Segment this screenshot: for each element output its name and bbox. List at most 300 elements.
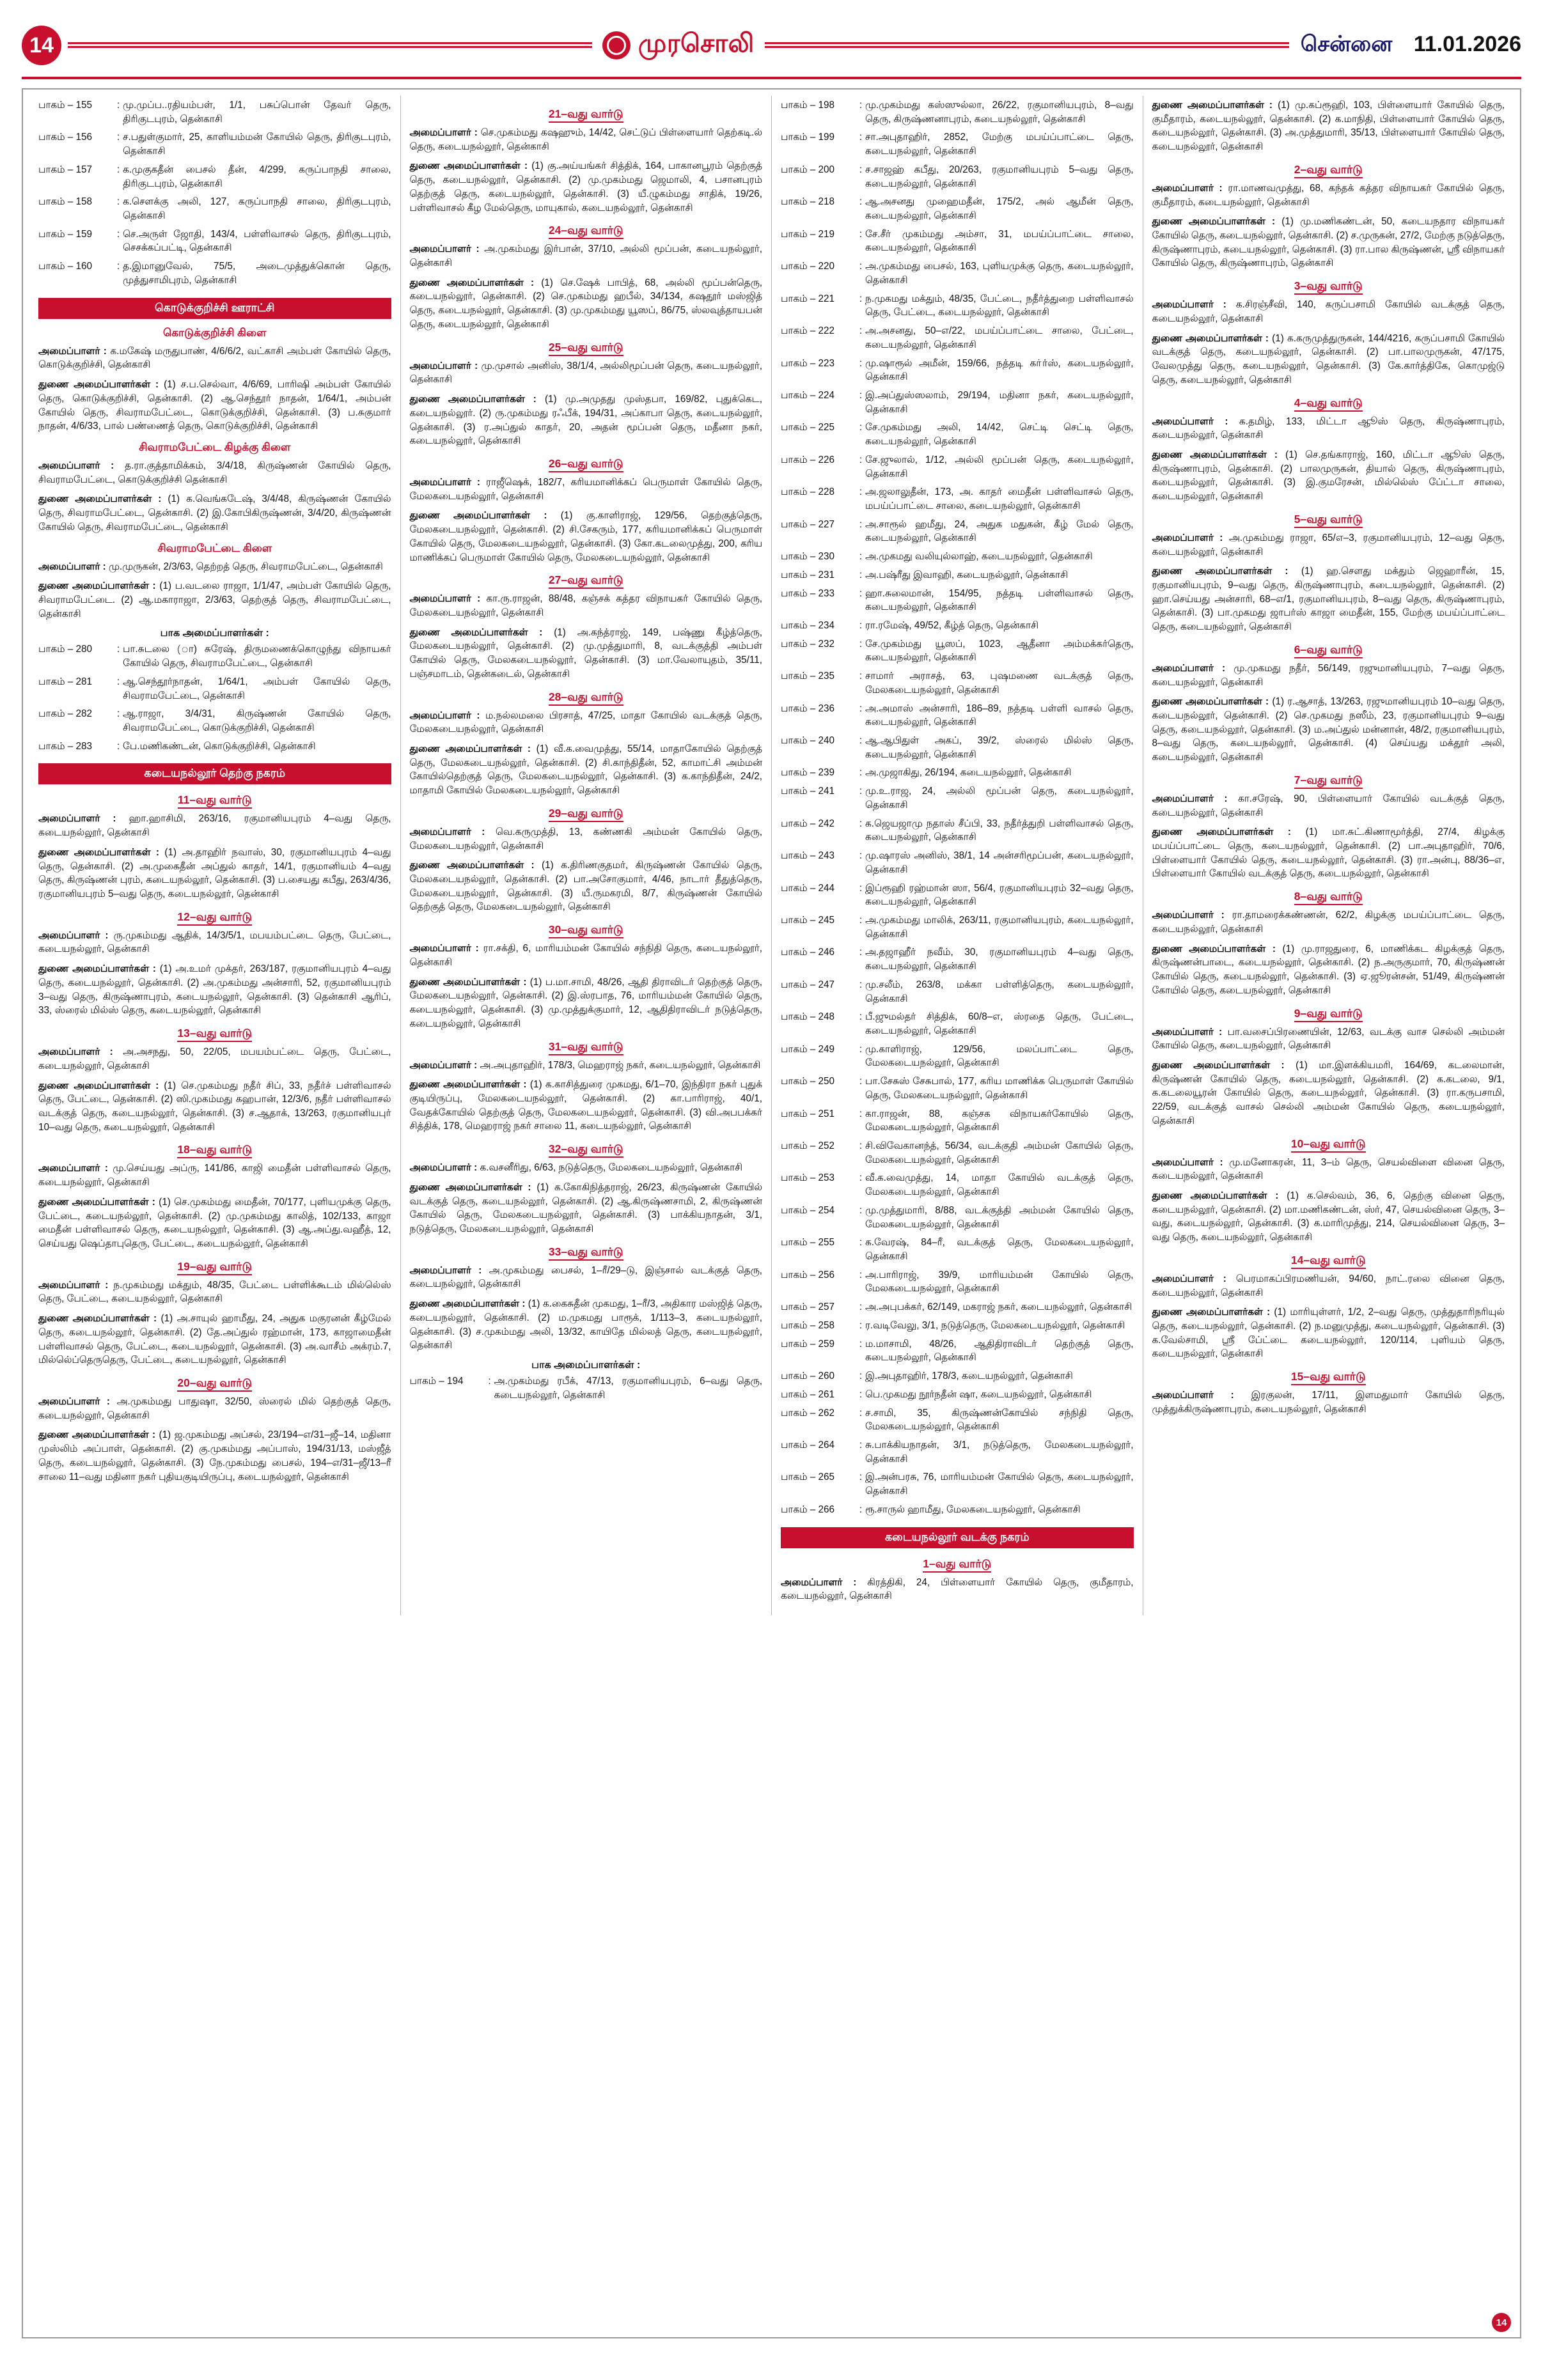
organiser-paragraph: துணை அமைப்பாளர்கள் : (1) க.கைசுதீன் முகமது, 1–ரீ/3, அதிகார மஸ்ஜித் தெரு, கடையநல்லூர், தென்காசி. (2) ம.முகமது பாரூக், 1/113–3, கடையநல்லூர், தென்காசி. (3) ச.முகம்மது அலி, 13/32, காயிதே மில்லத் தெரு, கடையநல்லூர், தென்காசி xyxy=(409,1298,762,1351)
part-colon: : xyxy=(859,587,863,599)
organiser-paragraph: துணை அமைப்பாளர்கள் : (1) க.காசித்துரை முகமது, 6/1–70, இந்திரா நகர் புதுக் குடியிருப்பு, மேலகடையநல்லூர், தென்காசி. (2) கா.பாரிராஜ், 40/1, வேதக்கோயில் தெற்குத் தெரு, மேலகடையநல்லூர், தென்காசி. (3) வி.அபபக்கர் சித்திக், 178, மெஹராஜ் நகர் சாலை 11, கடையநல்லூர், தென்காசி xyxy=(409,1079,762,1132)
branch-heading: கொடுக்குறிச்சி கிளை xyxy=(163,326,267,339)
organiser-paragraph: அமைப்பாளர் : ராஜீஷெக், 182/7, கரியமானிக்கப் பெருமாள் கோயில் தெரு, மேலகடையநல்லூர், தென்காசி xyxy=(409,476,762,502)
part-value: க.ஜெயஜாமு நதாஸ் சீப்பி, 33, நதீர்த்துறி பள்ளிவாசல் தெரு, கடையநல்லூர், தென்காசி xyxy=(865,818,1134,843)
part-label: பாகம் – 225 xyxy=(781,422,834,433)
organiser-paragraph: துணை அமைப்பாளர்கள் : (1) ப.மா.சாமி, 48/26, ஆதி திராவிடர் தெற்குத் தெரு, மேலகடையநல்லூர், தென்காசி. (2) இ.ஸ்ரபாத, 76, மாரியம்மன் கோயில் தெரு, கடையநல்லூர், தென்காசி. (3) மு.முத்துக்குமார், 12, ஆதிதிராவிடர் நடுத்தெரு, கடையநல்லூர், தென்காசி xyxy=(409,976,762,1029)
organiser-paragraph: துணை அமைப்பாளர்கள் : (1) செ.முகம்மது நதீர் சிப், 33, நதீர்ச் பள்ளிவாசல் தெரு, பேட்டை, தென்காசி. (2) ஸி.முகம்மது கஹபான், 12/3/6, நதீர் பள்ளிவாசல் வடக்குத் தெரு, கடையநல்லூர், தென்காசி. (3) ச.ஆதாக், 13/263, ரகுமானியபுர் 10–வது தெரு, கடையநல்லூர், தென்காசி xyxy=(38,1080,391,1133)
organiser-paragraph: துணை அமைப்பாளர்கள் : (1) மு.ராஜதுரை, 6, மாணிக்கட கிழக்குத் தெரு, கிருஷ்ணன்பாடை, கடையநல்லூர், தென்காசி. (2) ந.அருகுமார், 70, கிருஷ்ணன் கோயில் தெரு, கடையநல்லூர், தென்காசி. (3) ஏ.ஜூரன்சன், 51/49, கிருஷ்ணன் கோயில் தெரு, கடையநல்லூர், தென்காசி xyxy=(1152,943,1505,996)
text-column xyxy=(29,96,401,1615)
organiser-paragraph: அமைப்பாளர் : கா.ரு.ராஜன், 88/48, கஞ்சக் கத்தர விநாயகர் கோயில் தெரு, மேலகடையநல்லூர், தென்காசி xyxy=(409,593,762,618)
part-entry xyxy=(410,1374,763,1402)
part-colon: : xyxy=(859,671,863,682)
part-value: அ.சாரூல் ஹமீது, 24, அதுக மதுகன், கீழ் மேல் தெரு, கடையநல்லூர், தென்காசி xyxy=(865,518,1134,544)
ward-heading-label: 9–வது வார்டு xyxy=(1294,1007,1363,1022)
group-label: பாக அமைப்பாளர்கள் : xyxy=(531,1360,641,1371)
organiser-paragraph: அமைப்பாளர் : வெ.கருமுத்தி, 13, கண்ணகி அம்மன் கோயில் தெரு, மேலகடையநல்லூர், தென்காசி xyxy=(409,826,762,852)
organiser-paragraph: அமைப்பாளர் : க.வசனீரிது, 6/63, நடுத்தெரு, மேலகடையநல்லூர், தென்காசி xyxy=(409,1162,743,1174)
part-label: பாகம் – 235 xyxy=(781,671,834,682)
part-entry xyxy=(781,784,1134,812)
ward-heading-label: 7–வது வார்டு xyxy=(1294,774,1363,789)
part-colon: : xyxy=(859,164,863,175)
part-entry xyxy=(781,882,1134,909)
part-label: பாகம் – 242 xyxy=(781,818,834,829)
ward-heading-label: 27–வது வார்டு xyxy=(549,573,623,589)
part-label: பாகம் – 240 xyxy=(781,735,834,747)
part-value: க.முகுகதீன் பைசல் தீன், 4/299, கருப்பாநதி சாலை, திரிகுடபுரம், தென்காசி xyxy=(123,164,391,189)
organiser-paragraph: துணை அமைப்பாளர்கள் : (1) அ.உமர் முக்தர், 263/187, ரகுமானியபுரம் 4–வது தெரு, கடையநல்லூர், தென்காசி. (2) அ.முகம்மது அன்சாரி, 52, ரகுமானியபுரம் 3–வது தெரு, கிருஷ்ணாபுரம், கடையநல்லூர், தென்காசி. (3) தென்காசி ஆரிப், 33, ஸ்ரைல் மில்ஸ் தெரு, கடையநல்லூர், தென்காசி xyxy=(38,963,391,1016)
part-label: பாகம் – 254 xyxy=(781,1204,834,1216)
part-value: பா.சேசுஸ் சேசுபால், 177, கரிய மாணிக்க பெருமாள் கோயில் தெரு, மேலகடையநல்லூர், தென்காசி xyxy=(865,1076,1134,1101)
ward-heading xyxy=(1152,513,1505,527)
part-colon: : xyxy=(116,261,120,272)
part-value: ச.சாமி, 35, கிருஷ்ணன்கோயில் சந்நிதி தெரு, மேலகடையநல்லூர், தென்காசி xyxy=(865,1407,1134,1433)
part-colon: : xyxy=(859,979,863,990)
organiser-paragraph: அமைப்பாளர் : மு.முருகன், 2/3/63, தெற்றத் தெரு, சிவராமபேட்டை, தென்காசி xyxy=(38,561,383,572)
ward-heading-label: 21–வது வார்டு xyxy=(549,107,623,123)
ward-heading-label: 14–வது வார்டு xyxy=(1291,1254,1366,1269)
part-label: பாகம் – 232 xyxy=(781,638,834,649)
part-colon: : xyxy=(859,1472,863,1483)
part-value: சே.ஜுலால், 1/12, அல்லி மூப்பன் தெரு, கடையநல்லூர், தென்காசி xyxy=(865,454,1134,479)
part-label: பாகம் – 243 xyxy=(781,850,834,862)
part-label: பாகம் – 244 xyxy=(781,882,834,894)
part-value: இ.அபுதாஹிர், 178/3, கடையநல்லூர், தென்காசி xyxy=(865,1371,1073,1382)
part-colon: : xyxy=(859,882,863,894)
part-label: பாகம் – 249 xyxy=(781,1043,834,1055)
part-value: க.வேரஷ், 84–ரீ, வடக்குத் தெரு, மேலகடையநல்லூர், தென்காசி xyxy=(865,1237,1134,1263)
part-value: பா.சுடலை (ா) சுரேஷ், திருமணைக்கொழுந்து விநாயகர் கோயில் தெரு, சிவராமபேட்டை, தென்காசி xyxy=(123,644,391,669)
part-value: சா.அபுதாஹிர், 2852, மேற்கு மபய்ப்பாட்டை தெரு, கடையநல்லூர், தென்காசி xyxy=(865,132,1134,157)
part-label: பாகம் – 246 xyxy=(781,947,834,958)
ward-heading xyxy=(1152,396,1505,411)
organiser-paragraph: அமைப்பாளர் : ரு.முகம்மது ஆதிக், 14/3/5/1, மபயம்பட்டை தெரு, பேட்டை, கடையநல்லூர், தென்காசி xyxy=(38,929,391,955)
part-label: பாகம் – 218 xyxy=(781,196,834,208)
part-colon: : xyxy=(859,1269,863,1280)
ward-heading-label: 31–வது வார்டு xyxy=(549,1040,623,1055)
part-entry xyxy=(781,1388,1134,1402)
part-label: பாகம் – 255 xyxy=(781,1237,834,1248)
part-entry xyxy=(38,675,391,703)
part-colon: : xyxy=(859,1076,863,1087)
part-colon: : xyxy=(859,735,863,747)
part-label: பாகம் – 223 xyxy=(781,357,834,369)
part-colon: : xyxy=(859,638,863,649)
ward-heading xyxy=(38,793,391,808)
organiser-paragraph: துணை அமைப்பாளர்கள் : (1) செ.தங்காராஜ், 160, மிட்டா ஆூஸ் தெரு, கிருஷ்ணாபுரம், தென்காசி. (2) பாலமுருகன், தியால் தெரு, கிருஷ்ணாபுரம், கடையநல்லூர், தென்காசி. (3) இ.குமரேசன், மில்லெ்ஸ் பே்ட்டா சாலை, கடையநல்லூர், தென்காசி xyxy=(1152,449,1505,502)
part-value: அ.முஜாகிது, 26/194, கடையநல்லூர், தென்காசி xyxy=(865,767,1072,779)
part-entry xyxy=(38,130,391,158)
part-entry xyxy=(781,1319,1134,1333)
part-label: பாகம் – 250 xyxy=(781,1076,834,1087)
ward-heading-label: 11–வது வார்டு xyxy=(178,793,252,809)
part-colon: : xyxy=(859,228,863,240)
text-column xyxy=(1143,96,1514,1615)
part-entry xyxy=(781,1369,1134,1383)
part-colon: : xyxy=(859,620,863,631)
organiser-paragraph: துணை அமைப்பாளர்கள் : (1) மு.அமுதது முஸ்தபா, 169/82, புதுக்கெட, கடையநல்லூர். (2) ரு.முகம்மது ரஃபீக், 194/31, அப்காபா தெரு, கடையநல்லூர், தென்காசி. (3) ர.அப்துல் காதர், 20, அதன் மூப்பன் தெரு, மதீனா நகர், கடையநல்லூர், தென்காசி xyxy=(409,394,762,447)
part-label: பாகம் – 256 xyxy=(781,1269,834,1280)
organiser-paragraph: அமைப்பாளர் : ந.முகம்மது மக்தும், 48/35, பேட்டை பள்ளிக்கூடம் மில்லெ்ஸ் தெரு, பேட்டை, கடையநல்லூர், தென்காசி xyxy=(38,1279,391,1305)
part-value: பீ.ஜுமல்தர் சித்திக், 60/8–எ, ஸ்ரதை தெரு, பேட்டை, கடையநல்லூர், தென்காசி xyxy=(865,1011,1134,1036)
ward-heading xyxy=(1152,774,1505,788)
part-entry xyxy=(781,637,1134,665)
part-entry xyxy=(781,324,1134,352)
part-entry xyxy=(781,669,1134,697)
ward-heading xyxy=(410,1142,763,1157)
part-entry xyxy=(781,1107,1134,1135)
organiser-paragraph: அமைப்பாளர் : க.தமிழ், 133, மிட்டா ஆூஸ் தெரு, கிருஷ்ணாபுரம், கடையநல்லூர், தென்காசி xyxy=(1152,416,1505,441)
branch-heading: சிவராமபேட்டை கிழக்கு கிளை xyxy=(139,440,291,453)
organiser-paragraph: அமைப்பாளர் : கா.சரேஷ், 90, பிள்ளையார் கோயில் வடக்குத் தெரு, கடையநல்லூர், தென்காசி xyxy=(1152,793,1505,818)
ward-heading xyxy=(1152,1137,1505,1152)
ward-heading-label: 29–வது வார்டு xyxy=(549,807,623,822)
part-entry xyxy=(781,1503,1134,1517)
part-value: அ.அமாஸ் அன்சாரி, 186–89, நத்தடி பள்ளி வாசல் தெரு, கடையநல்லூர், தென்காசி xyxy=(865,703,1134,728)
ward-heading-label: 13–வது வார்டு xyxy=(177,1027,252,1042)
part-entry xyxy=(38,707,391,735)
ward-heading xyxy=(1152,1254,1505,1268)
part-colon: : xyxy=(859,767,863,779)
part-label: பாகம் – 200 xyxy=(781,164,834,175)
organiser-paragraph: அமைப்பாளர் : பா.வசைப்பிரணையின், 12/63, வடக்கு வாச செல்லி அம்மன் கோயில் தெரு, கடையநல்லூர், தென்காசி xyxy=(1152,1026,1505,1052)
masthead xyxy=(22,18,1521,79)
part-value: ஆ.அசனது முஹைமதீன், 175/2, அல் ஆமீன் தெரு, கடையநல்லூர், தென்காசி xyxy=(865,196,1134,222)
part-value: ஆ.செந்தூர்நாதன், 1/64/1, அம்பள் கோயில் தெரு, சிவராமபேட்டை, தென்காசி xyxy=(123,676,391,701)
part-entry xyxy=(38,195,391,222)
part-value: சே.முகம்மது யூஸப், 1023, ஆதீனா அம்மக்கர்தெரு, கடையநல்லூர், தென்காசி xyxy=(865,638,1134,664)
ward-heading-label: 18–வது வார்டு xyxy=(177,1143,252,1158)
organiser-paragraph: துணை அமைப்பாளர்கள் : (1) ச.ப.செல்வா, 4/6/69, பாரிஷி அம்பள் கோயில் தெரு, கொடுக்குறிச்சி, தென்காசி. (2) ஆ.செந்தூர் நாதன், 1/64/1, அம்பன் கோயில் தெரு, சிவராமபேட்டை, கொடுக்குறிச்சி, தென்காசி. (3) ப.சுகுமார் நாதன், 4/6/33, பால் பண்ணைத் தெரு, கொடுக்குறிச்சி, தென்காசி xyxy=(38,379,391,432)
part-label: பாகம் – 281 xyxy=(38,676,92,687)
part-entry xyxy=(781,978,1134,1006)
part-entry xyxy=(781,98,1134,126)
part-colon: : xyxy=(859,1504,863,1515)
ward-heading xyxy=(410,341,763,355)
part-colon: : xyxy=(488,1376,491,1387)
part-colon: : xyxy=(859,325,863,337)
part-colon: : xyxy=(859,703,863,714)
ward-heading-label: 2–வது வார்டு xyxy=(1294,163,1363,178)
footer-page-number: 14 xyxy=(1492,2313,1511,2332)
organiser-paragraph: துணை அமைப்பாளர்கள் : (1) மா.சுட்.கிணாமூர்த்தி, 27/4, கிழக்கு மபய்ப்பாட்டை தெரு, கடையநல்லூர், தென்காசி. (2) பா.அபுதாஹிர், 70/6, பிள்ளையார் கோயில் தெரு, கடையநல்லூர், தென்காசி. (3) ரா.அன்பு, 88/36–எ, பிள்ளையார் கோயில் வடக்குத் தெரு, கடையநல்லூர், தென்காசி xyxy=(1152,827,1505,880)
part-entry xyxy=(781,453,1134,481)
edition-date: 11.01.2026 xyxy=(1413,31,1521,56)
brand xyxy=(592,29,765,61)
organiser-paragraph: துணை அமைப்பாளர்கள் : (1) க.திரிணகுதமர், கிருஷ்ணன் கோயில் தெரு, மேலகடையநல்லூர், தென்காசி. (2) பா.அசோகுமார், 4/46, நாடார் தீதுத்தெரு, மேலகடையநல்லூர், தென்காசி. (3) யீ.ருமகரமி, 8/7, கிருஷ்ணன் கோயில் தெற்குத் தெரு, மேலகடையநல்லூர், தென்காசி xyxy=(409,860,763,913)
ward-heading xyxy=(1152,1007,1505,1022)
part-value: மு.முப்ப..ரதியம்பள், 1/1, பசுப்பொன் தேவர் தெரு, திரிகுடபுரம், தென்காசி xyxy=(123,100,391,125)
part-entry xyxy=(781,389,1134,416)
ward-heading xyxy=(38,910,391,925)
part-colon: : xyxy=(116,708,120,720)
part-entry xyxy=(781,914,1134,941)
ward-heading xyxy=(410,573,763,588)
group-label: பாக அமைப்பாளர்கள் : xyxy=(160,628,269,639)
ward-heading-label: 4–வது வார்டு xyxy=(1294,396,1363,412)
ward-heading xyxy=(1152,643,1505,658)
part-value: மு.முத்துமாரி, 8/88, வடக்குத்தி அம்மன் கோயில் தெரு, மேலகடையநல்லூர், தென்காசி xyxy=(865,1204,1134,1230)
ward-heading-label: 3–வது வார்டு xyxy=(1294,279,1363,295)
part-entry xyxy=(781,1075,1134,1102)
ward-heading-label: 32–வது வார்டு xyxy=(549,1142,623,1158)
part-entry xyxy=(781,518,1134,545)
part-entry xyxy=(38,642,391,670)
part-colon: : xyxy=(116,196,120,208)
part-label: பாகம் – 262 xyxy=(781,1407,834,1419)
part-entry xyxy=(781,1010,1134,1038)
part-entry xyxy=(781,163,1134,191)
part-entry xyxy=(781,1337,1134,1365)
page-number-badge: 14 xyxy=(22,26,61,65)
part-value: அ.முகம்மது ரபீக், 47/13, ரகுமானியபுரம், 6–வது தெரு, கடையநல்லூர், தென்காசி xyxy=(494,1376,762,1401)
organiser-paragraph: துணை அமைப்பாளர்கள் : (1) செ.முகம்மது மைதீன், 70/177, புளியமுக்கு தெரு, பேட்டை, கடையநல்லூர், தென்காசி. (2) மு.முகம்மது காலித், 102/133, காஜா மைதீன் பள்ளிவாசல் தெரு, கடையநல்லூர், தென்காசி. (3) ஆ.அப்து.வஹீத், 12, செய்யது ஷெப்தாபுதெரு, பேட்டை, கடையநல்லூர், தென்காசி xyxy=(38,1196,391,1249)
part-colon: : xyxy=(859,100,863,111)
part-value: ம.மாசாமி, 48/26, ஆதிதிராவிடர் தெற்குத் தெரு, கடையநல்லூர், தென்காசி xyxy=(865,1338,1134,1364)
organiser-paragraph: துணை அமைப்பாளர்கள் : (1) கு.காளிராஜ், 129/56, தெற்குத்தெரு, மேலகடையநல்லூர், தென்காசி. (2) சி.சேகரும், 177, கரியமானிக்கப் பெருமாள் கோயில் தெரு, மேலகடையநல்லூர், தென்காசி. (3) கோ.கடலைமுத்து, 200, கரிய மாணிக்கப் பெருமாள் கோயில் தெரு, மேலகடையநல்லூர், தென்காசி xyxy=(409,510,763,563)
organiser-paragraph: அமைப்பாளர் : அ.முகம்மது இர்பான், 37/10, அல்லி மூப்பன், கடையநல்லூர், தென்காசி xyxy=(409,244,763,269)
part-value: அ.முகம்மது மாலிக், 263/11, ரகுமானியபுரம், கடையநல்லூர், தென்காசி xyxy=(865,914,1134,940)
part-colon: : xyxy=(859,1302,863,1313)
part-label: பாகம் – 158 xyxy=(38,196,92,208)
part-label: பாகம் – 160 xyxy=(38,261,92,272)
part-value: மு.ஷாரூல் அமீன், 159/66, நத்தடி கா்ர்ஸ், கடையநல்லூர், தென்காசி xyxy=(865,357,1134,383)
part-label: பாகம் – 155 xyxy=(38,100,92,111)
part-colon: : xyxy=(859,261,863,272)
part-value: அ.ஜலாலுதீன், 173, அ. காதர் மைதீன் பள்ளிவாசல் தெரு, மபய்ப்பாட்டை சாலை, கடையநல்லூர், தென்காசி xyxy=(865,486,1134,511)
part-value: ந.முகமது மக்தும், 48/35, பேட்டை, நதீர்த்துறை பள்ளிவாசல் தெரு, பேட்டை, கடையநல்லூர், தென்காசி xyxy=(865,293,1134,318)
part-colon: : xyxy=(859,486,863,498)
part-colon: : xyxy=(859,1140,863,1151)
part-entry xyxy=(781,702,1134,729)
organiser-paragraph: அமைப்பாளர் : ரா.தாமரைக்கண்ணன், 62/2, கிழக்கு மபய்ப்பாட்டை தெரு, கடையநல்லூர், தென்காசி xyxy=(1152,910,1505,935)
rising-sun-icon xyxy=(602,31,631,59)
part-colon: : xyxy=(859,1407,863,1419)
part-colon: : xyxy=(859,1108,863,1119)
part-label: பாகம் – 252 xyxy=(781,1140,834,1151)
ward-heading-label: 5–வது வார்டு xyxy=(1294,513,1363,528)
part-label: பாகம் – 251 xyxy=(781,1108,834,1119)
organiser-paragraph: அமைப்பாளர் : பெரமாகப்பிரமணியன், 94/60, நாட்.ரலை வினை தெரு, கடையநல்லூர், தென்காசி xyxy=(1152,1273,1505,1298)
part-value: ர.வடிவேலு, 3/1, நடுத்தெரு, மேலகடையநல்லூர், தென்காசி xyxy=(865,1319,1125,1331)
ward-heading xyxy=(1152,163,1505,178)
part-value: மு.காளிராஜ், 129/56, மலப்பாட்டை தெரு, மேலகடையநல்லூர், தென்காசி xyxy=(865,1043,1134,1069)
organiser-paragraph: அமைப்பாளர் : ரா.சக்தி, 6, மாரியம்மன் கோயில் சந்நிதி தெரு, கடையநல்லூர், தென்காசி xyxy=(409,943,762,968)
part-colon: : xyxy=(859,1204,863,1216)
part-value: மு.உ.ராஜ, 24, அல்லி மூப்பன் தெரு, கடையநல்லூர், தென்காசி xyxy=(865,786,1134,811)
part-label: பாகம் – 236 xyxy=(781,703,834,714)
part-entry xyxy=(781,228,1134,255)
part-value: இ.அன்பரசு, 76, மாரியம்மன் கோயில் தெரு, கடையநல்லூர், தென்காசி xyxy=(865,1472,1134,1497)
part-colon: : xyxy=(859,454,863,465)
ward-heading-label: 26–வது வார்டு xyxy=(549,457,623,472)
ward-heading-label: 15–வது வார்டு xyxy=(1291,1370,1366,1385)
organiser-paragraph: துணை அமைப்பாளர்கள் : (1) அ.கந்த்ராஜ், 149, பஷ்ணு கீழ்த்தெரு, மேலகடையநல்லூர், தென்காசி. (2) மு.முத்துமாரி, 8, வடக்குத்தி அம்பள் கோயில் தெரு, மேலகடையநல்லூர், தென்காசி. (3) மா.வேலாயுதம், 35/11, பஞ்சமாடம், தென்கடைல், தென்காசி xyxy=(409,626,762,680)
part-entry xyxy=(781,1171,1134,1199)
part-value: வீ.க.வைமுத்து, 14, மாதா கோயில் வடக்குத் தெரு, மேலகடையநல்லூர், தென்காசி xyxy=(865,1172,1134,1198)
part-colon: : xyxy=(859,947,863,958)
part-label: பாகம் – 234 xyxy=(781,620,834,631)
organiser-paragraph: துணை அமைப்பாளர்கள் : (1) ர.ஆசாத், 13/263, ரஜுமானியபுரம் 10–வது தெரு, கடையநல்லூர், தென்காசி. (2) செ.முகமது நஸீம், 23, ரகுமானியபுரம் 9–வது தெரு, கடையநல்லூர், தென்காசி. (3) ம.அப்துல் மன்னான், 48/2, ரகுமானியபுரம், 8–வது தெரு, கடையநல்லூர், தென்காசி. (4) செய்யது மக்தூர் அலி, கடையநல்லூர், தென்காசி xyxy=(1152,696,1505,763)
organiser-paragraph: துணை அமைப்பாளர்கள் : (1) க.செல்வம், 36, 6, தெற்கு வினை தெரு, கடையநல்லூர், தென்காசி. (2) மா.மணிகண்டன், ஸ்ர், 47, செயல்வினை தெரு, 3–வது, கடையநல்லூர், தென்காசி. (3) க.மாரிமுத்து, 214, செயல்வினை தெரு, 3–வது தெரு, கடையநல்லூர், தென்காசி xyxy=(1152,1190,1505,1243)
organiser-paragraph: அமைப்பாளர் : அ.அபுதாஹிர், 178/3, மெஹராஜ் நகர், கடையநல்லூர், தென்காசி xyxy=(409,1059,761,1071)
part-colon: : xyxy=(859,196,863,208)
part-value: மு.முகம்மது கஸ்ஸுல்லா, 26/22, ரகுமானியபுரம், 8–வது தெரு, கிருஷ்ணனாபுரம், கடையநல்லூர், தென்காசி xyxy=(865,100,1134,125)
organiser-paragraph: துணை அமைப்பாளர்கள் : (1) மா.இளக்கியமரி, 164/69, கடலைமான், கிருஷ்ணன் கோயில் தெரு, கடையநல்லூர், தென்காசி. (2) க.கடலை, 9/1, க.கடலையூரன் கோயில் தெரு, கடையநல்லூர், தென்காசி. (3) ரா.கருபசாமி, 22/59, வடக்குத் வாசல் செல்லி அம்மன் கோயில் தெரு, கடையநல்லூர், தென்காசி xyxy=(1152,1059,1505,1126)
organiser-paragraph: துணை அமைப்பாளர்கள் : (1) மு.கப்ரூஹி, 103, பிள்ளையார் கோயில் தெரு, குமீதாரம், கடையநல்லூர், தென்காசி. (2) க.மாநிதி, பிள்ளையார் கோயில் தெரு, கடையநல்லூர், தென்காசி. (3) அ.முத்துமாரி, 35/13, பிள்ளையார் கோயில் தெரு, கடையநல்லூர், தென்காசி xyxy=(1152,100,1505,153)
organiser-paragraph: துணை அமைப்பாளர்கள் : (1) க.வெங்கடேஷ், 3/4/48, கிருஷ்ணன் கோயில் தெரு, சிவராமபேட்டை, தென்காசி. (2) இ.கோபிகிருஷ்ணன், 3/4/20, கிருஷ்ணன் கோயில் தெரு, சிவராமபேட்டை, தென்காசி xyxy=(38,494,391,533)
part-colon: : xyxy=(859,914,863,926)
part-entry xyxy=(38,163,391,191)
ward-heading xyxy=(410,1040,763,1055)
part-label: பாகம் – 198 xyxy=(781,100,834,111)
part-colon: : xyxy=(116,132,120,143)
part-entry xyxy=(38,98,391,126)
part-label: பாகம் – 259 xyxy=(781,1338,834,1349)
section-heading-bar: கடையநல்லூர் வடக்கு நகரம் xyxy=(781,1527,1134,1548)
part-label: பாகம் – 253 xyxy=(781,1172,834,1184)
edition-info xyxy=(1289,32,1521,59)
part-label: பாகம் – 224 xyxy=(781,389,834,401)
part-colon: : xyxy=(116,740,120,752)
part-value: ஹா.சுலைமான், 154/95, நத்தடி பள்ளிவாசல் தெரு, கடையநல்லூர், தென்காசி xyxy=(865,587,1134,613)
organiser-paragraph: துணை அமைப்பாளர்கள் : (1) அ.தாஹிர் நவாஸ், 30, ரகுமானியபுரம் 4–வது தெரு, தென்காசி. (2) அ.முகைதீன் அப்துல் காதர், 14/1, ரகுமானியம் 4–வது தெரு, கிருஷ்ணன் புரம், கடையநல்லூர், தென்காசி. (3) ப.சையது கபீது, 263/4/36, ரகுமானியபுரம் 5–வது தெரு, கடையநல்லூர், தென்காசி xyxy=(38,846,391,900)
part-entry xyxy=(781,568,1134,582)
part-value: சாமார் அராசத், 63, புஷமணை வடக்குத் தெரு, மேலகடையநல்லூர், தென்காசி xyxy=(865,671,1134,696)
part-value: பெ.முகமது நூர்நதீன் ஷா, கடையநல்லூர், தென்காசி xyxy=(865,1388,1092,1400)
masthead-rule-left xyxy=(68,42,592,49)
ward-heading-label: 1–வது வார்டு xyxy=(923,1557,991,1573)
organiser-paragraph: அமைப்பாளர் : ஹா.ஹாசிமி, 263/16, ரகுமானியபுரம் 4–வது தெரு, கடையநல்லூர், தென்காசி xyxy=(38,813,391,839)
part-entry xyxy=(38,228,391,255)
part-value: இ.அப்துஸ்ஸலாம், 29/194, மதினா நகர், கடையநல்லூர், தென்காசி xyxy=(865,389,1134,415)
organiser-paragraph: துணை அமைப்பாளர்கள் : (1) க.கருமுத்துருகன், 144/4216, கருப்பசாமி கோயில் வடக்குத் தெரு, கடையநல்லூர், தென்காசி. (2) பா.பாலமுருகன், 47/175, வேலமுத்து தெரு, கடையநல்லூர், தென்காசி. (3) கே.கார்த்திகே, கொமுஜ்டு தெரு, கடையநல்லூர், தென்காசி xyxy=(1152,332,1505,385)
part-colon: : xyxy=(859,132,863,143)
part-colon: : xyxy=(859,786,863,797)
part-value: இப்ரூஹி ரஹ்மான் ஸா, 56/4, ரகுமானியபுரம் 32–வது தெரு, கடையநல்லூர், தென்காசி xyxy=(865,882,1134,908)
column-container xyxy=(29,96,1514,1615)
ward-heading-label: 19–வது வார்டு xyxy=(177,1260,252,1275)
part-label: பாகம் – 265 xyxy=(781,1472,834,1483)
part-entry xyxy=(781,945,1134,973)
part-value: த.இமானுவேல், 75/5, அடைமுத்துக்கொன் தெரு, முத்துசாமிபுரம், தென்காசி xyxy=(123,261,391,286)
part-label: பாகம் – 221 xyxy=(781,293,834,304)
part-label: பாகம் – 199 xyxy=(781,132,834,143)
part-colon: : xyxy=(859,850,863,862)
part-value: பே.மணிகண்டன், கொடுக்குறிச்சி, தென்காசி xyxy=(123,740,316,752)
part-colon: : xyxy=(859,357,863,369)
ward-heading-label: 24–வது வார்டு xyxy=(549,224,623,239)
organiser-paragraph: துணை அமைப்பாளர்கள் : (1) வீ.க.வைமுத்து, 55/14, மாதாகோயில் தெற்குத் தெரு, மேலகடையநல்லூர், தென்காசி. (2) சி.காந்திதீன், 52, காமாட்சி அம்மன் கோயில்தெற்குத் தெரு, மேலகடையநல்லூர், தென்காசி. (3) க.காந்திதீன், 24/2, மாதாமி கோயில் மேலகடையநல்லூர், தென்காசி xyxy=(409,743,762,797)
organiser-paragraph: அமைப்பாளர் : மு.முகமது நதீர், 56/149, ரஜுமானியபுரம், 7–வது தெரு, கடையநல்லூர், தென்காசி xyxy=(1152,662,1505,688)
part-value: அ.அபுபக்கர், 62/149, மகராஜ் நகர், கடையநல்லூர், தென்காசி xyxy=(865,1302,1132,1313)
section-heading-bar: கடையநல்லூர் தெற்கு நகரம் xyxy=(38,763,391,784)
part-entry xyxy=(781,260,1134,287)
ward-heading-label: 20–வது வார்டு xyxy=(177,1376,252,1392)
part-entry xyxy=(781,130,1134,158)
ward-heading xyxy=(38,1260,391,1275)
part-value: அ.பாரிராஜ், 39/9, மாரியம்மன் கோயில் தெரு, மேலகடையநல்லூர், தென்காசி xyxy=(865,1269,1134,1295)
part-colon: : xyxy=(859,1043,863,1055)
part-entry xyxy=(781,766,1134,780)
part-entry xyxy=(781,1139,1134,1167)
ward-heading xyxy=(38,1027,391,1041)
part-value: ஆ.ராஜா, 3/4/31, கிருஷ்ணன் கோயில் தெரு, சிவராமபேட்டை, கொடுக்குறிச்சி, தென்காசி xyxy=(123,708,391,733)
organiser-paragraph: துணை அமைப்பாளர்கள் : (1) க.கோகிநித்தராஜ், 26/23, கிருஷ்ணன் கோயில் வடக்குத் தெரு, கடையநல்லூர், தென்காசி. (2) ஆ.கிருஷ்ணசாமி, 2, கிருஷ்ணன் கோயில் தெரு, மேலகடையநல்லூர், தென்காசி. (3) பாக்கியநாதன், 3/1, நடுத்தெரு, மேலகடையநல்லூர், தென்காசி xyxy=(409,1181,762,1234)
part-label: பாகம் – 156 xyxy=(38,132,92,143)
part-entry xyxy=(781,357,1134,384)
organiser-paragraph: துணை அமைப்பாளர்கள் : (1) மாரியுள்ளர், 1/2, 2–வது தெரு, முத்துதாரிநரியுல் தெரு, கடையநல்லூர், தென்காசி. (2) ந.மனுமுத்து, கடையநல்லூர், தென்காசி. (3) க.வேல்சாமி, ஸ்ரீ பே்ட்டை கடையநல்லூர், 120/114, புளியம் தெரு, கடையநல்லூர், தென்காசி xyxy=(1152,1307,1505,1360)
organiser-paragraph: அமைப்பாளர் : இரகுலன், 17/11, இளமதுமார் கோயில் தெரு, முத்துக்கிருஷ்ணாபுரம், கடையநல்லூர், தென்காசி xyxy=(1152,1390,1505,1415)
part-value: செ.அருள் ஜோதி, 143/4, பள்ளிவாசல் தெரு, திரிகுடபுரம், செசக்கப்பட்டி, தென்காசி xyxy=(123,228,391,254)
part-label: பாகம் – 248 xyxy=(781,1011,834,1023)
part-label: பாகம் – 222 xyxy=(781,325,834,337)
organiser-paragraph: அமைப்பாளர் : மு.முசால் அனிஸ், 38/1/4, அல்லிமூப்பன் தெரு, கடையநல்லூர், தென்காசி xyxy=(409,360,762,385)
part-label: பாகம் – 241 xyxy=(781,786,834,797)
part-entry xyxy=(781,817,1134,844)
part-colon: : xyxy=(859,551,863,563)
part-label: பாகம் – 245 xyxy=(781,914,834,926)
organiser-paragraph: அமைப்பாளர் : அ.முகம்மது பாதுஷா, 32/50, ஸ்ரைல் மில் தெற்குத் தெரு, கடையநல்லூர், தென்காசி xyxy=(38,1396,391,1421)
part-label: பாகம் – 282 xyxy=(38,708,92,720)
ward-heading-label: 6–வது வார்டு xyxy=(1294,643,1363,658)
organiser-paragraph: அமைப்பாளர் : ரா.மாணவமுத்து, 68, கந்தக் கத்தர விநாயகர் கோயில் தெரு, குமீதாரம், கடையநல்லூர், தென்காசி xyxy=(1152,182,1505,208)
ward-heading xyxy=(410,107,763,122)
organiser-paragraph: துணை அமைப்பாளர்கள் : (1) மு.மணிகண்டன், 50, கடையநதார விநாயகர் கோயில் தெரு, கடையநல்லூர், தென்காசி. (2) ச.முருகன், 27/2, மேற்கு நடுத்தெரு, கிருஷ்ணாபுரம், கடையநல்லூர், தென்காசி. (3) ரா.பால கிருஷ்ணன், ஸ்ரீ விநாயகர் கோயில் தெரு, கிருஷ்ணாபுரம், தென்காசி xyxy=(1152,216,1505,269)
part-value: சு.பாக்கியநாதன், 3/1, நடுத்தெரு, மேலகடையநல்லூர், தென்காசி xyxy=(865,1439,1134,1465)
part-label: பாகம் – 257 xyxy=(781,1302,834,1313)
part-value: சே.சீர் முகம்மது அம்சா, 31, மபய்ப்பாட்டை சாலை, கடையநல்லூர், தென்காசி xyxy=(865,228,1134,254)
section-heading-bar: கொடுக்குறிச்சி ஊராட்சி xyxy=(38,298,391,319)
part-colon: : xyxy=(116,100,120,111)
part-entry xyxy=(781,1268,1134,1296)
part-label: பாகம் – 230 xyxy=(781,551,834,563)
organiser-paragraph: அமைப்பாளர் : செ.முகம்மது கஷஹும், 14/42, செட்டுப் பிள்ளையார் தெற்கடி.ல் தெரு, கடையநல்லூர், தென்காசி xyxy=(409,127,762,152)
part-value: க.செளக்கு அலி, 127, கருப்பாநதி சாலை, திரிகுடபுரம், தென்காசி xyxy=(123,196,391,222)
part-colon: : xyxy=(859,1388,863,1400)
part-colon: : xyxy=(859,569,863,580)
part-value: அ.தஜாஹீர் நவீம், 30, ரகுமானியபுரம் 4–வது தெரு, கடையநல்லூர், தென்காசி xyxy=(865,947,1134,972)
part-label: பாகம் – 159 xyxy=(38,228,92,240)
organiser-paragraph: அமைப்பாளர் : த.ரா.குத்தாமிக்கம், 3/4/18, கிருஷ்ணன் கோயில் தெரு, சிவராமபேட்டை, கொடுக்குறிச்சி தென்காசி xyxy=(38,460,391,485)
part-label: பாகம் – 231 xyxy=(781,569,834,580)
organiser-paragraph: துணை அமைப்பாளர்கள் : (1) அ.சாயுல் ஹாமீது, 24, அதுக மகுரனன் கீழ்மேல் தெரு, கடையநல்லூர், தென்காசி. (2) தே.அப்துல் ரஹ்மான், 173, காஜாமைதீன் பள்ளிவாசல் தெரு, பேட்டை, கடையநல்லூர், தென்காசி. (3) அ.வாசீம் அக்ரம்.7, மில்லெ்ப்தெருதெரு, பேட்டை, கடையநல்லூர், தென்காசி xyxy=(38,1313,391,1366)
part-entry xyxy=(781,1300,1134,1314)
organiser-paragraph: அமைப்பாளர் : க.சிரஞ்சீவி, 140, கருப்பசாமி கோயில் வடக்குத் தெரு, கடையநல்லூர், தென்காசி xyxy=(1152,299,1505,324)
organiser-paragraph: துணை அமைப்பாளர்கள் : (1) கு.அய்யங்கர் சித்திக், 164, பாகானபூரம் தெற்குத் தெரு, கடையநல்லூர், தென்காசி. (2) மு.முகம்மது ஜெமாலி, 4, பசானபுரம் தெற்குத் தெரு, கடையநல்லூர், தென்காசி. (3) யீ.ழுகம்மது சாதிக், 19/26, பள்ளிவாசல் கீழ மேல்தெரு, மாயுகால், கடையநல்லூர், தென்காசி xyxy=(409,160,762,214)
part-entry xyxy=(781,550,1134,564)
part-value: ஆ.ஆபிதுள் அகப், 39/2, ஸ்ரைல் மில்ஸ் தெரு, கடையநல்லூர், தென்காசி xyxy=(865,735,1134,760)
ward-heading xyxy=(410,690,763,705)
ward-heading-label: 10–வது வார்டு xyxy=(1291,1137,1366,1153)
part-value: அ.பஷ்ரீது இவாஹி, கடையநல்லூர், தென்காசி xyxy=(865,569,1069,580)
part-value: ச.சாஜஹ் கபீது, 20/263, ரகுமானியபுரம் 5–வது தெரு, கடையநல்லூர், தென்காசி xyxy=(865,164,1134,189)
part-colon: : xyxy=(859,518,863,530)
part-entry xyxy=(781,619,1134,633)
organiser-paragraph: துணை அமைப்பாளர்கள் : (1) ஹ.செளது மக்தும் ஜெஹாரீன், 15, ரகுமானியபுரம், 9–வது தெரு, கிருஷ்ணாபுரம், கடையநல்லூர், தென்காசி. (2) ஹா.செய்யது அன்சாரி, 68–எ/1, ரகுமானியபுரம், 8–வது தெரு, கிருஷ்ணாபுரம், தென்காசி. (3) பா.முகமது ஜாபர்ஸ் காஜா மைதீன், 155, மேற்கு மபய்ப்பாட்டை தெரு, கடையநல்லூர், தென்காசி xyxy=(1152,566,1505,633)
organiser-paragraph: அமைப்பாளர் : ம.நல்லமலை பிரசாத், 47/25, மாதா கோயில் வடக்குத் தெரு, மேலகடையநல்லூர், தென்காசி xyxy=(409,710,763,735)
content-frame xyxy=(22,88,1521,2338)
part-value: அ.முகமது வலியுல்லாஹ், கடையநல்லூர், தென்காசி xyxy=(865,551,1093,563)
masthead-rule-right xyxy=(765,42,1289,49)
part-colon: : xyxy=(859,818,863,829)
organiser-paragraph: துணை அமைப்பாளர்கள் : (1) ஜ.முகம்மது அப்சல், 23/194–எ/31–ஜீ–14, மதினா முஸ்லிம் அப்பாள், தென்காசி. (2) கு.முகம்மது அப்பாஸ், 194/31/13, மஸ்ஜீத் தெரு, கடையநல்லூர், தென்காசி. (3) நே.முகம்மது பைசல், 194–எ/31–ஜீ/13–ரீ சாலை 11–வது மதினா நகர் புதியகுடியிருப்பு, கடையநல்லூர், தென்காசி xyxy=(38,1429,391,1482)
ward-heading xyxy=(1152,279,1505,294)
part-colon: : xyxy=(859,1371,863,1382)
ward-heading xyxy=(1152,890,1505,905)
part-label: பாகம் – 227 xyxy=(781,518,834,530)
part-value: ரா.ரமேஷ், 49/52, கீழ்த் தெரு, தென்காசி xyxy=(865,620,1038,631)
